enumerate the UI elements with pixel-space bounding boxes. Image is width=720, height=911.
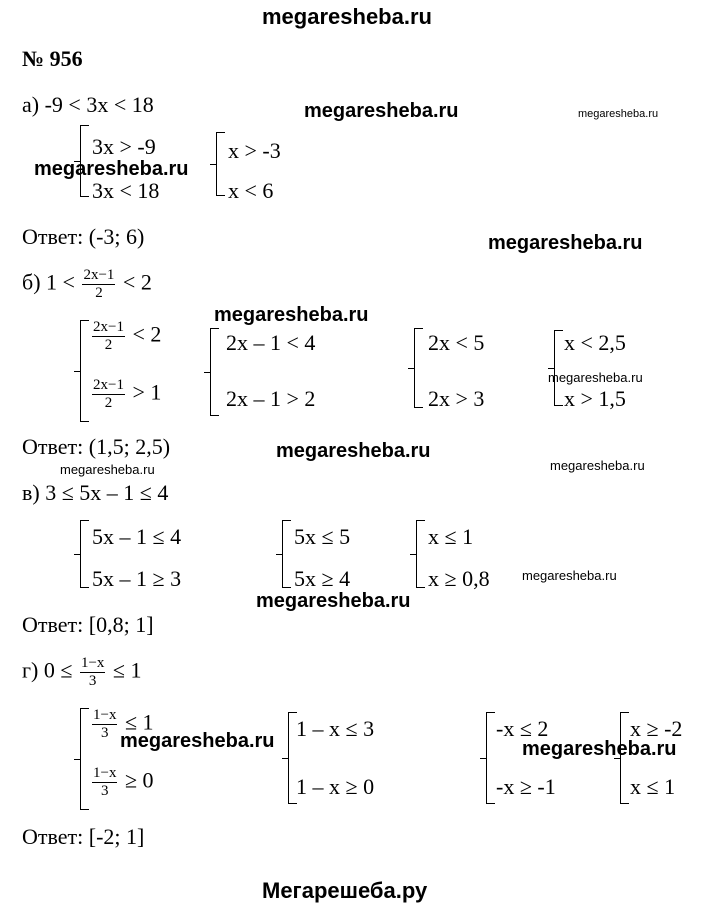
part-b-sys1-frac1-den: 2 — [104, 337, 113, 353]
part-b-right: < 2 — [122, 269, 152, 295]
answer-label: Ответ: — [22, 224, 84, 249]
watermark: megaresheba.ru — [214, 304, 369, 326]
part-b-frac-num: 2x−1 — [83, 267, 115, 283]
part-v-answer — [22, 612, 154, 638]
part-v-sys1-line2: 5x – 1 ≥ 3 — [92, 566, 182, 591]
part-g-label: г) — [22, 657, 39, 683]
part-g-sys4-line2: x ≤ 1 — [630, 774, 676, 799]
part-g-frac-num: 1−x — [80, 655, 105, 671]
part-g-sys4-line1: x ≥ -2 — [630, 716, 683, 741]
part-b-sys1-frac1-num: 2x−1 — [93, 319, 124, 335]
part-b-brace-4 — [554, 330, 563, 406]
part-b-sys1-tail1: < 2 — [132, 321, 162, 347]
part-b-sys1-frac2-den: 2 — [104, 395, 113, 411]
part-a-brace-2 — [216, 132, 225, 196]
part-a-sys2-line2: x < 6 — [228, 178, 274, 203]
watermark: megaresheba.ru — [548, 370, 643, 385]
watermark: megaresheba.ru — [60, 462, 155, 477]
part-v-sys1-line1: 5x – 1 ≤ 4 — [92, 524, 182, 549]
part-v-label: в) — [22, 480, 40, 505]
part-b-left: 1 < — [46, 269, 75, 295]
part-b-sys2-line1: 2x – 1 < 4 — [226, 330, 316, 355]
part-b-answer-value: (1,5; 2,5) — [88, 434, 171, 459]
part-b-sys4-line2: x > 1,5 — [564, 386, 626, 411]
part-b-sys1-line2 — [90, 378, 161, 411]
part-a-statement — [22, 92, 154, 118]
part-b-answer — [22, 434, 170, 460]
part-v-brace-1 — [80, 520, 89, 588]
part-v-brace-3 — [416, 520, 425, 588]
part-b-sys3-line1: 2x < 5 — [428, 330, 485, 355]
part-a-label: а) — [22, 92, 40, 117]
part-b-frac-den: 2 — [95, 285, 103, 301]
part-v-statement — [22, 480, 168, 506]
part-g-sys1-frac2 — [92, 766, 117, 799]
part-g-sys1-line2 — [90, 766, 154, 799]
part-g-sys2-line2: 1 – x ≥ 0 — [296, 774, 375, 799]
part-g-right: ≤ 1 — [112, 657, 142, 683]
answer-label: Ответ: — [22, 824, 84, 849]
part-a-answer — [22, 224, 144, 250]
part-v-sys3-line1: x ≤ 1 — [428, 524, 474, 549]
part-a-sys1-line2: 3x < 18 — [92, 178, 160, 203]
watermark: megaresheba.ru — [34, 158, 189, 180]
part-b-sys2-line2: 2x – 1 > 2 — [226, 386, 316, 411]
part-g-sys3-line1: -x ≤ 2 — [496, 716, 549, 741]
part-g-frac-den: 3 — [88, 673, 97, 689]
watermark: megaresheba.ru — [276, 440, 431, 462]
part-g-sys2-line1: 1 – x ≤ 3 — [296, 716, 375, 741]
part-b-sys1-tail2: > 1 — [132, 379, 162, 405]
part-b-brace-3 — [414, 328, 423, 408]
part-b-sys1-line1 — [90, 320, 161, 353]
watermark: megaresheba.ru — [256, 590, 411, 612]
part-b-fraction — [82, 268, 115, 301]
part-b-sys1-frac1 — [92, 320, 125, 353]
part-v-brace-2 — [282, 520, 291, 588]
part-b-sys3-line2: 2x > 3 — [428, 386, 485, 411]
watermark: megaresheba.ru — [304, 100, 459, 122]
watermark: megaresheba.ru — [488, 232, 643, 254]
part-g-sys1-frac1-num: 1−x — [93, 707, 117, 723]
part-a-sys1-line1: 3x > -9 — [92, 134, 156, 159]
part-v-inequality: 3 ≤ 5x – 1 ≤ 4 — [45, 480, 169, 505]
part-b-statement — [22, 268, 152, 301]
problem-number: № 956 — [22, 46, 83, 71]
part-g-sys3-line2: -x ≥ -1 — [496, 774, 556, 799]
part-g-sys1-frac1-den: 3 — [100, 725, 109, 741]
part-g-brace-3 — [486, 712, 495, 804]
part-g-sys1-frac1 — [92, 708, 117, 741]
part-v-sys2-line2: 5x ≥ 4 — [294, 566, 351, 591]
part-g-brace-1 — [80, 708, 89, 810]
part-g-sys1-frac2-num: 1−x — [93, 765, 117, 781]
part-b-brace-2 — [210, 328, 219, 416]
watermark: megaresheba.ru — [522, 738, 677, 760]
part-g-sys1-tail2: ≥ 0 — [124, 767, 154, 793]
part-a-answer-value: (-3; 6) — [88, 224, 145, 249]
part-g-statement — [22, 656, 141, 689]
part-b-sys1-frac2 — [92, 378, 125, 411]
part-a-sys2-line1: x > -3 — [228, 138, 281, 163]
site-header: megaresheba.ru — [262, 4, 432, 29]
watermark: megaresheba.ru — [578, 108, 659, 120]
part-g-sys1-tail1: ≤ 1 — [124, 709, 154, 735]
part-g-fraction — [80, 656, 105, 689]
part-a-inequality: -9 < 3x < 18 — [44, 92, 154, 117]
watermark: megaresheba.ru — [522, 568, 617, 583]
part-g-answer-value: [-2; 1] — [88, 824, 145, 849]
watermark: megaresheba.ru — [550, 458, 645, 473]
part-b-sys4-line1: x < 2,5 — [564, 330, 626, 355]
part-v-sys2-line1: 5x ≤ 5 — [294, 524, 351, 549]
part-b-brace-1 — [80, 320, 89, 422]
answer-label: Ответ: — [22, 612, 84, 637]
watermark: megaresheba.ru — [120, 730, 275, 752]
part-g-answer — [22, 824, 144, 850]
part-g-sys1-frac2-den: 3 — [100, 783, 109, 799]
site-footer: Мегарешеба.ру — [262, 878, 428, 903]
part-g-left: 0 ≤ — [43, 657, 73, 683]
part-b-sys1-frac2-num: 2x−1 — [93, 377, 124, 393]
answer-label: Ответ: — [22, 434, 84, 459]
part-v-answer-value: [0,8; 1] — [88, 612, 154, 637]
part-v-sys3-line2: x ≥ 0,8 — [428, 566, 490, 591]
part-b-label: б) — [22, 269, 41, 295]
